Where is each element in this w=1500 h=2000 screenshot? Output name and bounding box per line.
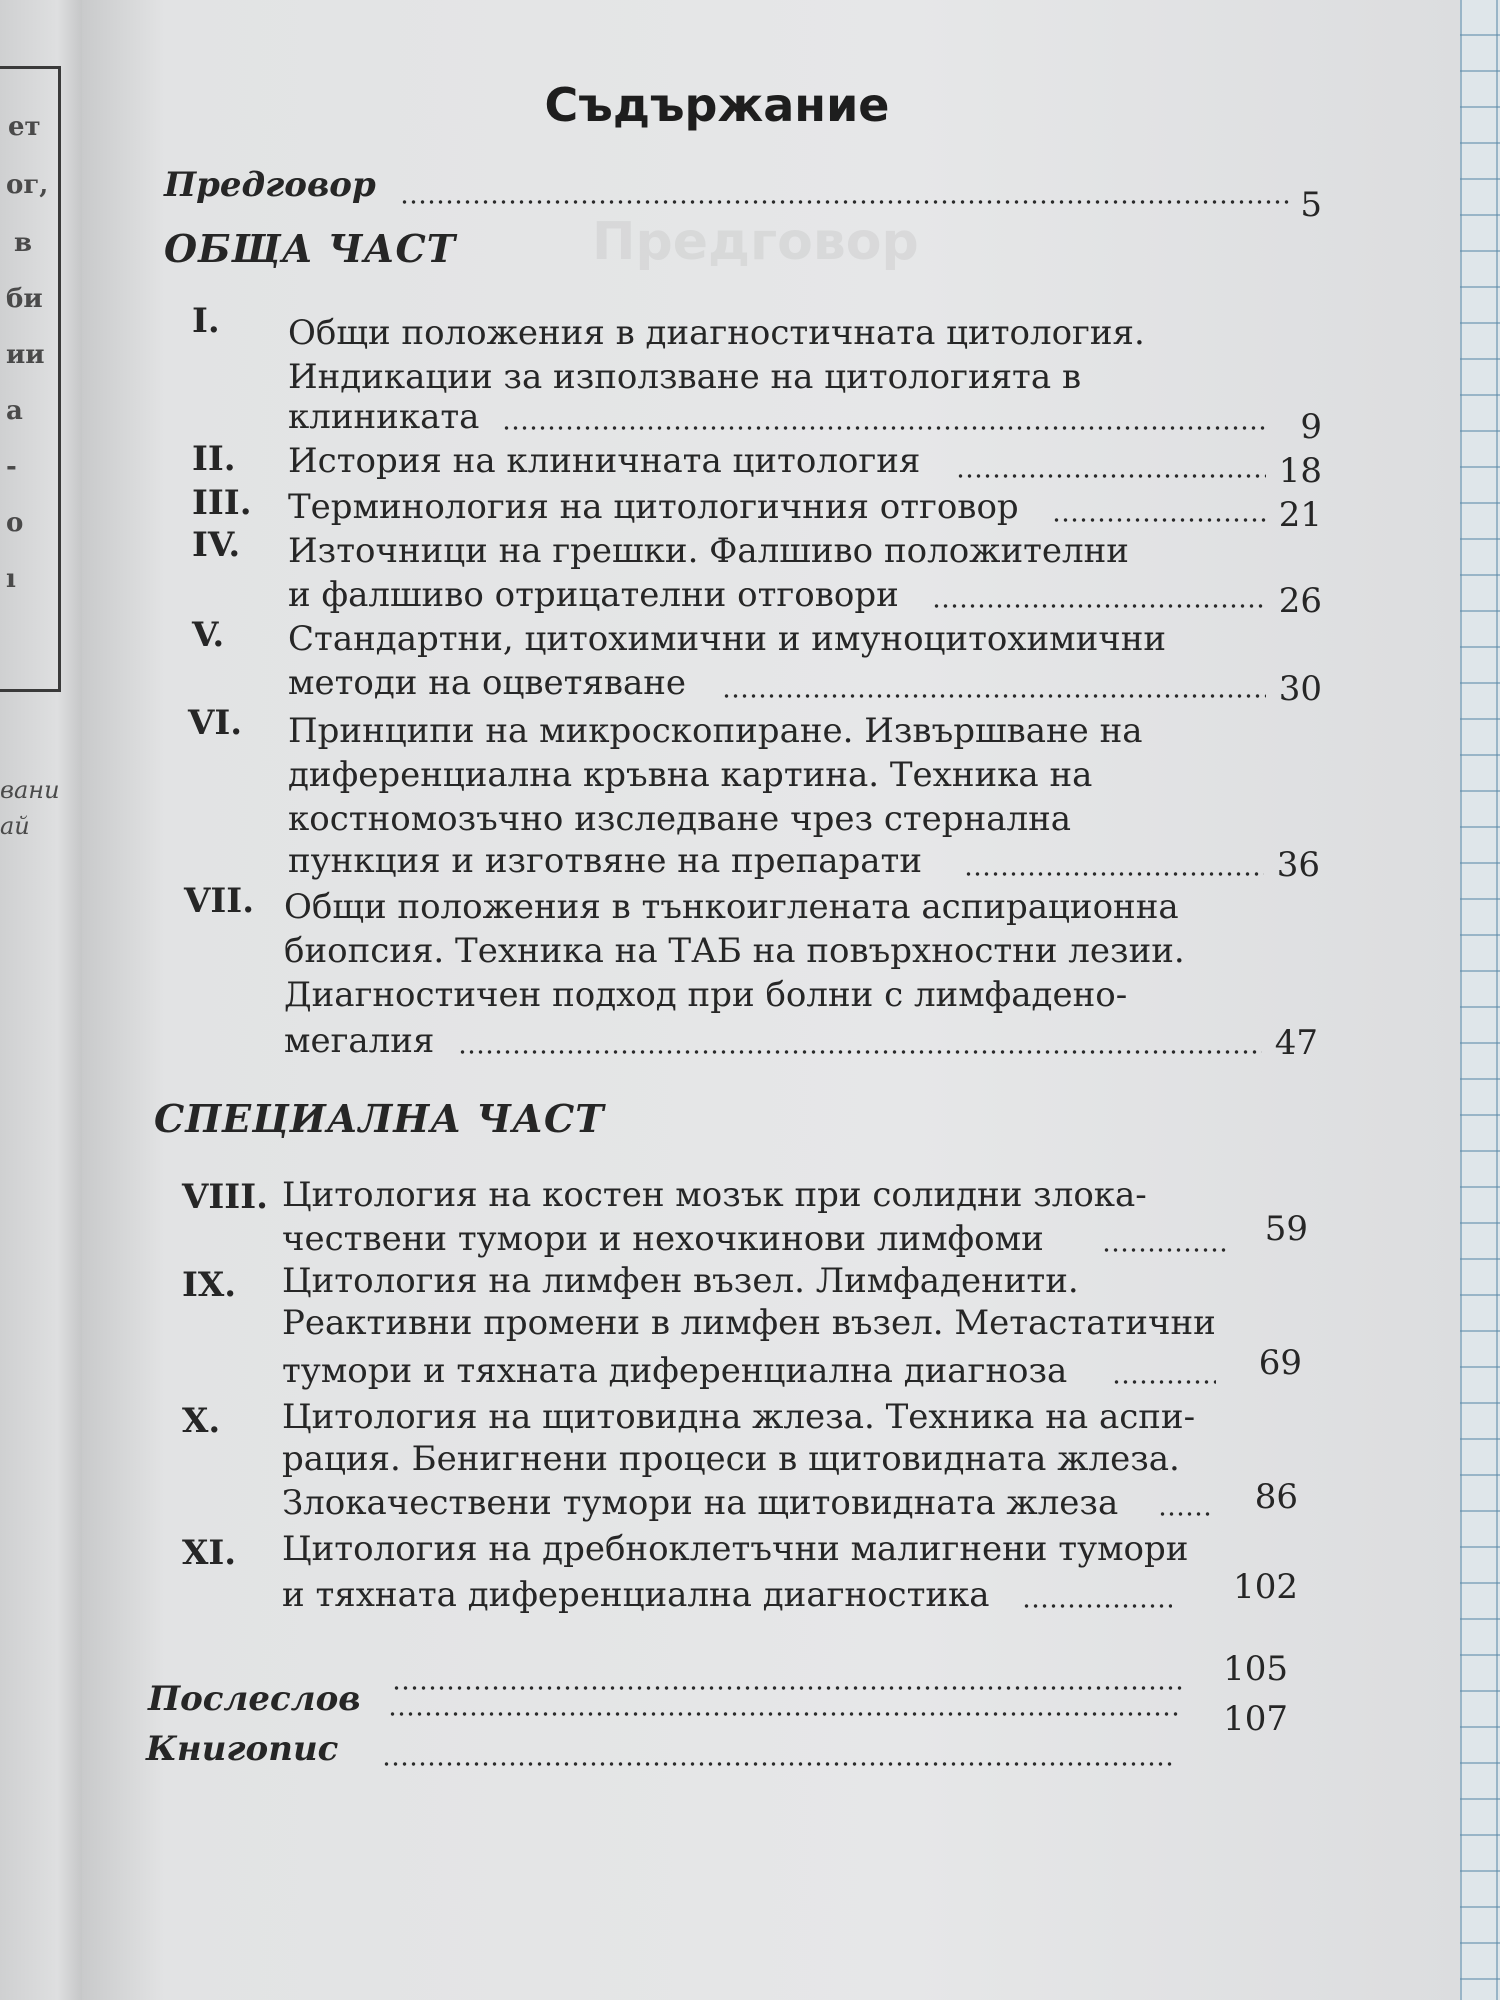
chapter-number: V. — [192, 615, 225, 655]
toc-entry-line: пункция и изготвяне на препарати — [288, 841, 923, 881]
toc-entry-line: Терминология на цитологичния отговор — [288, 487, 1019, 527]
chapter-number: III. — [192, 483, 252, 523]
leader-dots — [1022, 1604, 1172, 1608]
leader-dots — [458, 1050, 1262, 1054]
facing-page-fragment: ет — [8, 112, 41, 142]
page-number: 36 — [1276, 845, 1320, 885]
toc-entry-line: и фалшиво отрицателни отговори — [288, 575, 899, 615]
chapter-number: X. — [182, 1401, 221, 1441]
toc-entry-label: Предговор — [164, 165, 376, 205]
toc-entry-line: клиниката — [288, 397, 480, 437]
section-heading: ОБЩА ЧАСТ — [164, 226, 457, 271]
toc-entry-line: Индикации за използване на цитологията в — [288, 357, 1082, 397]
leader-dots — [956, 474, 1266, 478]
toc-entry-line: Цитология на дребноклетъчни малигнени тумори — [282, 1529, 1189, 1569]
leader-dots — [382, 1762, 1172, 1766]
toc-entry-line: рация. Бенигнени процеси в щитовидната жлеза. — [282, 1439, 1180, 1479]
page-number: 69 — [1258, 1343, 1302, 1383]
leader-dots — [1112, 1380, 1216, 1384]
toc-entry-line: Цитология на лимфен възел. Лимфаденити. — [282, 1261, 1079, 1301]
leader-dots — [932, 604, 1266, 608]
toc-entry-line: Общи положения в диагностичната цитология. — [288, 313, 1145, 353]
section-heading: СПЕЦИАЛНА ЧАСТ — [154, 1096, 605, 1141]
page-number: 5 — [1300, 185, 1322, 225]
facing-page-fragment: ог, — [6, 170, 49, 200]
toc-entry-line: Цитология на щитовидна жлеза. Техника на аспи- — [282, 1397, 1196, 1437]
leader-dots — [1102, 1248, 1226, 1252]
facing-page-fragment: а — [6, 396, 23, 426]
toc-entry-line: Принципи на микроскопиране. Извършване на — [288, 711, 1143, 751]
facing-page-fragment: в — [14, 228, 33, 258]
facing-page-fragment: вани — [0, 776, 60, 804]
facing-page-fragment: о — [6, 508, 24, 538]
leader-dots — [502, 426, 1267, 430]
page-number: 47 — [1274, 1023, 1318, 1063]
toc-page — [82, 0, 1460, 2000]
page-number: 59 — [1264, 1209, 1308, 1249]
toc-entry-line: История на клиничната цитология — [288, 441, 921, 481]
toc-entry-line: методи на оцветяване — [288, 663, 687, 703]
toc-entry-line: Злокачествени тумори на щитовидната жлеза — [282, 1483, 1119, 1523]
show-through-text: Предговор — [592, 212, 919, 272]
toc-entry-label: Послеслов — [148, 1679, 361, 1719]
facing-page-fragment: ı — [6, 564, 16, 594]
page-number: 102 — [1233, 1567, 1298, 1607]
facing-page-fragment: ии — [6, 340, 45, 370]
chapter-number: VII. — [184, 881, 255, 921]
facing-page-frame — [0, 66, 61, 692]
toc-entry-line: Реактивни промени в лимфен възел. Метастатични — [282, 1303, 1216, 1343]
page-number: 26 — [1278, 581, 1322, 621]
leader-dots — [964, 872, 1264, 876]
toc-entry-line: Диагностичен подход при болни с лимфадено- — [284, 975, 1128, 1015]
page-number: 18 — [1278, 451, 1322, 491]
facing-page-fragment: ай — [0, 812, 30, 840]
toc-entry-line: костномозъчно изследване чрез стернална — [288, 799, 1072, 839]
chapter-number: IV. — [192, 525, 241, 565]
toc-entry-line: биопсия. Техника на ТАБ на повърхностни лезии. — [284, 931, 1185, 971]
page-number: 9 — [1300, 407, 1322, 447]
leader-dots — [1158, 1512, 1212, 1516]
facing-page-edge — [0, 0, 82, 2000]
page-number: 105 — [1223, 1649, 1288, 1689]
chapter-number: II. — [192, 439, 236, 479]
leader-dots — [392, 1686, 1182, 1690]
toc-entry-label: Книгопис — [146, 1729, 339, 1769]
page-number: 21 — [1278, 495, 1322, 535]
toc-entry-line: Стандартни, цитохимични и имуноцитохимични — [288, 619, 1167, 659]
leader-dots — [388, 1712, 1178, 1716]
toc-entry-line: Източници на грешки. Фалшиво положителни — [288, 531, 1129, 571]
chapter-number: VIII. — [182, 1177, 268, 1217]
page-number: 107 — [1223, 1699, 1288, 1739]
chapter-number: IX. — [182, 1265, 237, 1305]
chapter-number: I. — [192, 301, 220, 341]
page-number: 86 — [1254, 1477, 1298, 1517]
facing-page-fragment: би — [6, 284, 43, 314]
toc-entry-line: и тяхната диференциална диагностика — [282, 1575, 990, 1615]
toc-entry-line: Цитология на костен мозък при солидни злока- — [282, 1175, 1147, 1215]
toc-entry-line: чествени тумори и нехочкинови лимфоми — [282, 1219, 1044, 1259]
chapter-number: VI. — [188, 703, 243, 743]
facing-page-fragment: - — [6, 452, 17, 482]
toc-entry-line: диференциална кръвна картина. Техника на — [288, 755, 1093, 795]
toc-entry-line: мегалия — [284, 1021, 435, 1061]
chapter-number: XI. — [182, 1533, 237, 1573]
toc-entry-line: тумори и тяхната диференциална диагноза — [282, 1351, 1068, 1391]
page-title: Съдържание — [544, 78, 890, 132]
leader-dots — [722, 694, 1266, 698]
page-number: 30 — [1278, 669, 1322, 709]
leader-dots — [400, 200, 1290, 204]
graph-paper-edge — [1460, 0, 1500, 2000]
toc-entry-line: Общи положения в тънкоиглената аспирационна — [284, 887, 1179, 927]
